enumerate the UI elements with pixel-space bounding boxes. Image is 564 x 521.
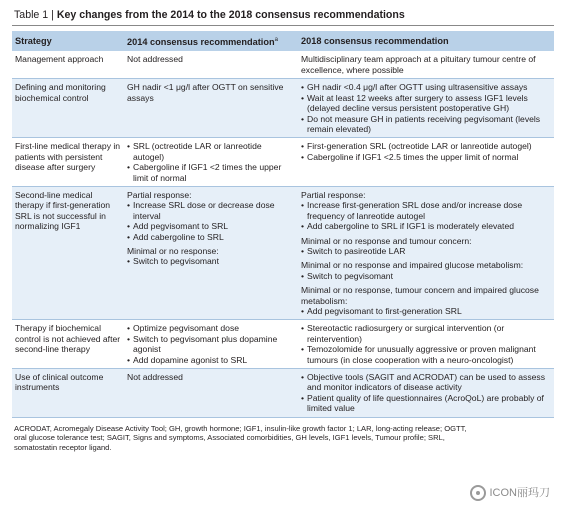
bullet-text: Switch to pegvisomant bbox=[307, 270, 393, 281]
table-title-text: Key changes from the 2014 to the 2018 consensus recommendations bbox=[56, 9, 405, 21]
bullet-text: First-generation SRL (octreotide LAR or lanreotide autogel) bbox=[307, 141, 532, 152]
header-2018-label: 2018 consensus recommendation bbox=[301, 36, 449, 47]
cell-strategy: Therapy if biochemical control is not achieved after second-line therapy bbox=[12, 320, 124, 369]
bullet-text: Switch to pegvisomant bbox=[133, 256, 219, 267]
cell-c2014 bbox=[124, 320, 298, 369]
header-2014-label: 2014 consensus recommendation bbox=[127, 37, 275, 48]
table-title-prefix: Table 1 | bbox=[14, 9, 57, 21]
cell-strategy: Second-line medical therapy if first-generation SRL is not successful in normalizing IGF1 bbox=[12, 186, 124, 319]
table-row bbox=[12, 320, 554, 369]
bullet-item bbox=[301, 82, 551, 92]
bullet-text: Stereotactic radiosurgery or surgical intervention (or reintervention) bbox=[307, 323, 505, 344]
bullet-item bbox=[301, 306, 551, 316]
watermark-text: ICON丽玛刀 bbox=[489, 486, 550, 499]
subheading: Partial response: bbox=[301, 189, 366, 200]
bullet-icon: • bbox=[301, 306, 305, 316]
bullet-icon: • bbox=[127, 354, 131, 365]
bullet-item bbox=[127, 162, 295, 183]
bullet-icon: • bbox=[301, 372, 305, 383]
bullet-item bbox=[127, 232, 295, 242]
bullet-text: GH nadir <0.4 μg/l after OGTT using ultrasensitive assays bbox=[307, 82, 528, 93]
cell-strategy: Use of clinical outcome instruments bbox=[12, 369, 124, 418]
bullet-text: Add dopamine agonist to SRL bbox=[133, 354, 248, 365]
bullet-icon: • bbox=[301, 245, 305, 256]
bullet-item bbox=[301, 152, 551, 162]
bullet-item bbox=[301, 246, 551, 256]
bullet-icon: • bbox=[127, 231, 131, 242]
bullet-icon: • bbox=[127, 221, 131, 232]
bullet-text: Increase SRL dose or decrease dose interval bbox=[133, 200, 275, 221]
bullet-icon: • bbox=[127, 333, 131, 344]
bullet-icon: • bbox=[127, 141, 131, 152]
bullet-text: Switch to pegvisomant plus dopamine agonist bbox=[133, 333, 278, 355]
bullet-item bbox=[301, 344, 551, 365]
header-2014 bbox=[124, 31, 298, 51]
bullet-item bbox=[127, 334, 295, 355]
bullet-text: Increase first-generation SRL dose and/or increase dose frequency of lanreotide autogel bbox=[307, 200, 523, 221]
bullet-text: Switch to pasireotide LAR bbox=[307, 245, 406, 256]
bullet-icon: • bbox=[301, 270, 305, 281]
cell-strategy: Management approach bbox=[12, 51, 124, 78]
bullet-text: Add cabergoline to SRL bbox=[133, 231, 224, 242]
bullet-text: Cabergoline if IGF1 <2 times the upper limit of normal bbox=[133, 162, 282, 183]
bullet-item bbox=[301, 200, 551, 221]
bullet-icon: • bbox=[301, 92, 305, 103]
cell-text: Not addressed bbox=[127, 372, 183, 383]
bullet-item bbox=[127, 141, 295, 162]
bullet-text: SRL (octreotide LAR or lanreotide autogel) bbox=[133, 141, 262, 162]
bullet-text: Wait at least 12 weeks after surgery to assess IGF1 levels (delayed decline versus persistent postoperative GH) bbox=[307, 92, 528, 114]
table-row bbox=[12, 51, 554, 78]
bullet-icon: • bbox=[301, 82, 305, 93]
bullet-icon: • bbox=[301, 392, 305, 403]
bullet-icon: • bbox=[127, 162, 131, 173]
bullet-item bbox=[127, 221, 295, 231]
bullet-item bbox=[127, 200, 295, 221]
bullet-text: Temozolomide for unusually aggressive or proven malignant tumours (in close cooperation with a neuro-oncologist) bbox=[307, 344, 536, 365]
cell-c2018 bbox=[298, 138, 554, 187]
table-title bbox=[12, 8, 554, 26]
bullet-icon: • bbox=[127, 256, 131, 267]
header-strategy bbox=[12, 31, 124, 51]
cell-text: Not addressed bbox=[127, 54, 183, 65]
bullet-item bbox=[301, 372, 551, 393]
bullet-text: Patient quality of life questionnaires (AcroQoL) are probably of limited value bbox=[307, 392, 544, 414]
bullet-item bbox=[301, 323, 551, 344]
subheading: Minimal or no response and impaired glucose metabolism: bbox=[301, 260, 524, 271]
bullet-icon: • bbox=[301, 221, 305, 232]
bullet-text: Objective tools (SAGIT and ACRODAT) can be used to assess and monitor indicators of disease activity bbox=[307, 372, 546, 393]
cell-c2014 bbox=[124, 186, 298, 319]
cell-text: Multidisciplinary team approach at a pituitary tumour centre of excellence, where possible bbox=[301, 54, 536, 75]
cell-strategy: Defining and monitoring biochemical control bbox=[12, 79, 124, 138]
header-2018 bbox=[298, 31, 554, 51]
recommendations-table bbox=[12, 31, 554, 418]
bullet-text: Cabergoline if IGF1 <2.5 times the upper limit of normal bbox=[307, 151, 519, 162]
bullet-item bbox=[301, 271, 551, 281]
bullet-icon: • bbox=[127, 200, 131, 211]
cell-text: GH nadir <1 μg/l after OGTT on sensitive assays bbox=[127, 82, 284, 103]
cell-c2018 bbox=[298, 186, 554, 319]
subheading: Partial response: bbox=[127, 189, 192, 200]
bullet-item bbox=[301, 141, 551, 151]
watermark bbox=[470, 485, 551, 501]
cell-c2014 bbox=[124, 51, 298, 78]
cell-c2014 bbox=[124, 79, 298, 138]
bullet-icon: • bbox=[301, 200, 305, 211]
cell-c2018 bbox=[298, 51, 554, 78]
bullet-item bbox=[127, 355, 295, 365]
bullet-text: Add pegvisomant to SRL bbox=[133, 221, 229, 232]
bullet-text: Optimize pegvisomant dose bbox=[133, 323, 240, 334]
bullet-icon: • bbox=[127, 323, 131, 334]
cell-c2018 bbox=[298, 369, 554, 418]
header-2014-footnote-mark: a bbox=[274, 37, 278, 43]
bullet-icon: • bbox=[301, 323, 305, 334]
cell-c2018 bbox=[298, 79, 554, 138]
wechat-logo-icon bbox=[470, 485, 486, 501]
bullet-text: Add cabergoline to SRL if IGF1 is moderately elevated bbox=[307, 221, 514, 232]
bullet-item bbox=[301, 221, 551, 231]
bullet-item bbox=[127, 323, 295, 333]
subheading: Minimal or no response, tumour concern and impaired glucose metabolism: bbox=[301, 285, 539, 306]
cell-c2014 bbox=[124, 369, 298, 418]
bullet-item bbox=[301, 114, 551, 135]
table-footnote: ACRODAT, Acromegaly Disease Activity Tool; GH, growth hormone; IGF1, insulin-like growth factor 1; LAR, long-acting release; OGTT, oral glucose tolerance test; SAGIT, Signs and symptoms, Associated comorbidities, GH levels, IGF1 levels, Tumour profile; SRL, somatostatin receptor ligand. bbox=[14, 423, 467, 452]
header-strategy-label: Strategy bbox=[15, 36, 52, 47]
table-body bbox=[12, 51, 554, 417]
table-row bbox=[12, 369, 554, 418]
table-row bbox=[12, 138, 554, 187]
bullet-icon: • bbox=[301, 141, 305, 152]
table-row bbox=[12, 79, 554, 138]
bullet-item bbox=[301, 93, 551, 114]
cell-c2018 bbox=[298, 320, 554, 369]
bullet-icon: • bbox=[301, 113, 305, 124]
cell-c2014 bbox=[124, 138, 298, 187]
subheading: Minimal or no response and tumour concern: bbox=[301, 235, 472, 246]
cell-strategy: First-line medical therapy in patients with persistent disease after surgery bbox=[12, 138, 124, 187]
bullet-item bbox=[301, 393, 551, 414]
bullet-text: Add pegvisomant to first-generation SRL bbox=[307, 306, 462, 316]
bullet-icon: • bbox=[301, 344, 305, 355]
table-row bbox=[12, 186, 554, 319]
bullet-icon: • bbox=[301, 151, 305, 162]
subheading: Minimal or no response: bbox=[127, 245, 219, 256]
bullet-item bbox=[127, 256, 295, 266]
table-header-row bbox=[12, 31, 554, 51]
bullet-text: Do not measure GH in patients receiving pegvisomant (levels remain elevated) bbox=[307, 113, 541, 134]
